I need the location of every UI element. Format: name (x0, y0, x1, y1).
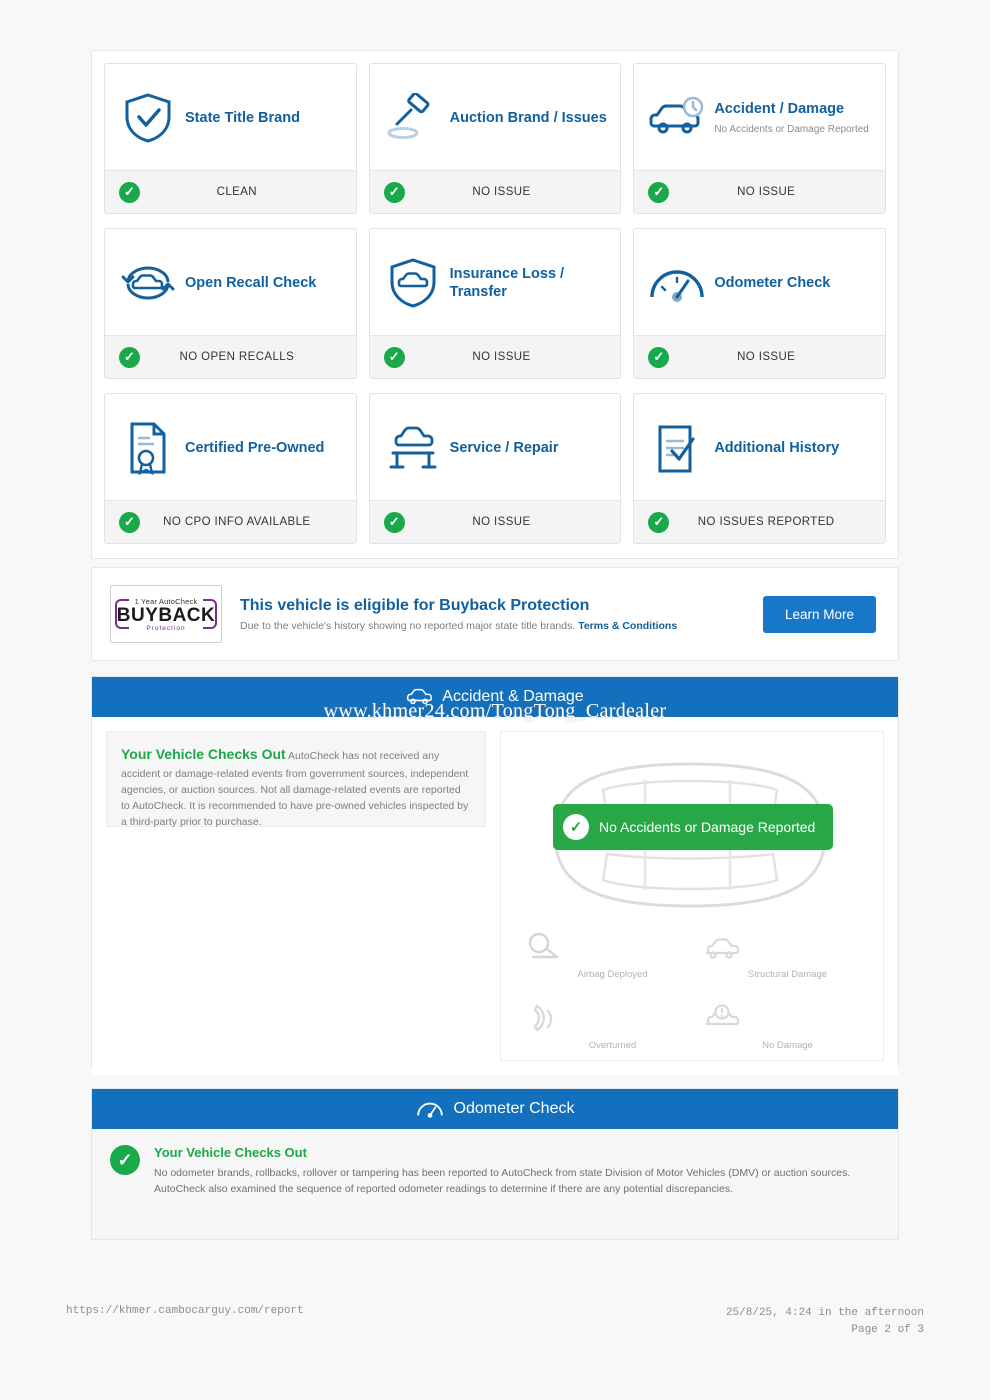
buyback-logo (110, 585, 222, 643)
accident-damage-section (91, 676, 899, 1068)
buyback-arrow-right-icon (203, 599, 217, 629)
damage-indicator-grid (525, 927, 875, 1051)
no-accident-badge (553, 804, 833, 850)
shield-car-icon (384, 254, 442, 312)
check-status-label: NO ISSUE (472, 186, 531, 198)
check-card-text (450, 109, 611, 127)
buyback-arrow-left-icon (115, 599, 129, 629)
check-card-header (105, 64, 356, 170)
indicator-no-damage (700, 998, 875, 1051)
vehicle-checks-panel (91, 50, 899, 559)
shield-check-icon (119, 89, 177, 147)
buyback-logo-small: 1 Year AutoCheck (134, 596, 198, 606)
check-tick-icon: ✓ (384, 512, 405, 533)
check-status-label: NO ISSUE (737, 186, 796, 198)
check-card-header (105, 229, 356, 335)
check-tick-icon: ✓ (119, 182, 140, 203)
indicator-airbag-deployed (525, 927, 700, 980)
odometer-description: No odometer brands, rollbacks, rollover or tampering has been reported to AutoCheck from state Division of Motor Vehicles (DMV) or auction sources. AutoCheck also examined the sequence of reported odometer readings to determine if there are any potential discrepancies. (154, 1167, 851, 1196)
check-status (634, 335, 885, 378)
check-title: State Title Brand (185, 109, 300, 126)
check-card-text (450, 439, 611, 457)
watermark: www.khmer24.com/TongTong_Cardealer (323, 700, 667, 722)
check-tick-icon: ✓ (119, 347, 140, 368)
odometer-check-section (91, 1088, 899, 1240)
certificate-icon (119, 419, 177, 477)
check-card-text (714, 274, 875, 292)
check-card-insurance-loss (369, 228, 622, 379)
learn-more-button[interactable]: Learn More (763, 596, 876, 633)
car-lift-icon (384, 419, 442, 477)
odometer-check-header (92, 1089, 898, 1129)
odometer-check-tick-icon: ✓ (110, 1145, 140, 1175)
check-status-label: CLEAN (216, 186, 257, 198)
check-card-auction-brand (369, 63, 622, 214)
check-status-label: NO ISSUES REPORTED (697, 516, 835, 528)
check-tick-icon: ✓ (648, 347, 669, 368)
check-card-header (370, 394, 621, 500)
gauge-icon (648, 254, 706, 312)
check-card-text (714, 100, 875, 135)
check-status (370, 335, 621, 378)
airbag-icon (525, 927, 700, 969)
odometer-check-body (92, 1129, 898, 1239)
check-title: Odometer Check (714, 274, 831, 291)
check-tick-icon: ✓ (648, 182, 669, 203)
check-status-label: NO OPEN RECALLS (179, 351, 295, 363)
indicator-structural-damage (700, 927, 875, 980)
check-title: Accident / Damage (714, 101, 845, 118)
check-card-header (634, 394, 885, 500)
gavel-icon (384, 89, 442, 147)
odometer-text-block (154, 1145, 880, 1198)
check-status (105, 170, 356, 213)
indicator-label: Structural Damage (747, 969, 828, 980)
accident-damage-header-label: Accident & Damage (442, 688, 584, 705)
accident-damage-body (92, 717, 898, 1075)
car-recycle-icon (119, 254, 177, 312)
check-card-text (450, 265, 611, 301)
check-title: Open Recall Check (185, 274, 317, 291)
indicator-label: Overturned (588, 1040, 637, 1051)
check-tick-icon: ✓ (384, 182, 405, 203)
check-card-odometer (633, 228, 886, 379)
footer-url: https://khmer.cambocarguy.com/report (66, 1305, 304, 1317)
check-tick-icon: ✓ (648, 512, 669, 533)
check-card-additional-history (633, 393, 886, 544)
check-card-text (185, 274, 346, 292)
check-card-text (185, 109, 346, 127)
check-title: Service / Repair (449, 439, 559, 456)
check-card-text (714, 439, 875, 457)
footer-page-number: Page 2 of 3 (851, 1323, 924, 1336)
buyback-subtitle-text: Due to the vehicle's history showing no reported major state title brands. (240, 619, 576, 632)
accident-damage-header (92, 677, 898, 717)
check-status-label: NO CPO INFO AVAILABLE (163, 516, 311, 528)
check-tick-icon: ✓ (384, 347, 405, 368)
check-card-certified-pre-owned (104, 393, 357, 544)
structural-damage-icon (700, 927, 875, 969)
check-card-text (185, 439, 346, 457)
check-title: Auction Brand / Issues (449, 109, 607, 126)
odometer-title: Your Vehicle Checks Out (154, 1145, 307, 1160)
footer-meta (726, 1305, 924, 1338)
buyback-title: This vehicle is eligible for Buyback Protection (240, 596, 590, 614)
check-card-accident-damage (633, 63, 886, 214)
buyback-text (240, 597, 763, 632)
buyback-subtitle (240, 620, 763, 632)
check-status (370, 500, 621, 543)
check-card-service-repair (369, 393, 622, 544)
check-status (634, 500, 885, 543)
check-status-label: NO ISSUE (737, 351, 796, 363)
buyback-logo-sub: Protection (146, 624, 186, 632)
check-subtitle: No Accidents or Damage Reported (714, 123, 869, 135)
indicator-label: Airbag Deployed (577, 969, 648, 980)
car-damage-icon (406, 688, 432, 706)
overturned-icon (525, 998, 700, 1040)
check-card-header (370, 64, 621, 170)
check-tick-icon: ✓ (119, 512, 140, 533)
check-status-label: NO ISSUE (472, 516, 531, 528)
indicator-overturned (525, 998, 700, 1051)
check-card-header (370, 229, 621, 335)
check-status (105, 500, 356, 543)
indicator-label: No Damage (762, 1040, 813, 1051)
clipboard-check-icon (648, 419, 706, 477)
accident-diagram-panel (500, 731, 884, 1061)
accident-summary (106, 731, 486, 827)
odometer-check-header-label: Odometer Check (453, 1100, 575, 1117)
check-card-header (634, 229, 885, 335)
buyback-logo-title: BUYBACK (116, 604, 216, 626)
check-title: Additional History (714, 439, 840, 456)
accident-summary-heading: Your Vehicle Checks Out (121, 746, 286, 762)
no-accident-badge-label: No Accidents or Damage Reported (599, 819, 816, 835)
check-card-open-recall (104, 228, 357, 379)
check-card-header (634, 64, 885, 170)
badge-check-icon: ✓ (563, 814, 589, 840)
buyback-protection-banner (91, 567, 899, 661)
check-status-label: NO ISSUE (472, 351, 531, 363)
check-title: Insurance Loss / Transfer (449, 265, 565, 300)
check-status (370, 170, 621, 213)
check-card-header (105, 394, 356, 500)
check-card-state-title-brand (104, 63, 357, 214)
car-clock-icon (648, 89, 706, 147)
check-title: Certified Pre-Owned (185, 439, 325, 456)
accident-summary-text: AutoCheck has not received any accident or damage-related events from government sources, independent agencies, or auction sources. Not all damage-related events are reported to AutoCheck. It is recommended to have pre-owned vehicles inspected by a third-party prior to purchase. (121, 750, 469, 829)
no-damage-icon (700, 998, 875, 1040)
gauge-icon (416, 1099, 444, 1119)
vehicle-checks-grid (104, 63, 886, 544)
check-status (105, 335, 356, 378)
footer-timestamp: 25/8/25, 4:24 in the afternoon (725, 1307, 924, 1319)
check-status (634, 170, 885, 213)
terms-and-conditions-link[interactable]: Terms & Conditions (578, 619, 678, 632)
